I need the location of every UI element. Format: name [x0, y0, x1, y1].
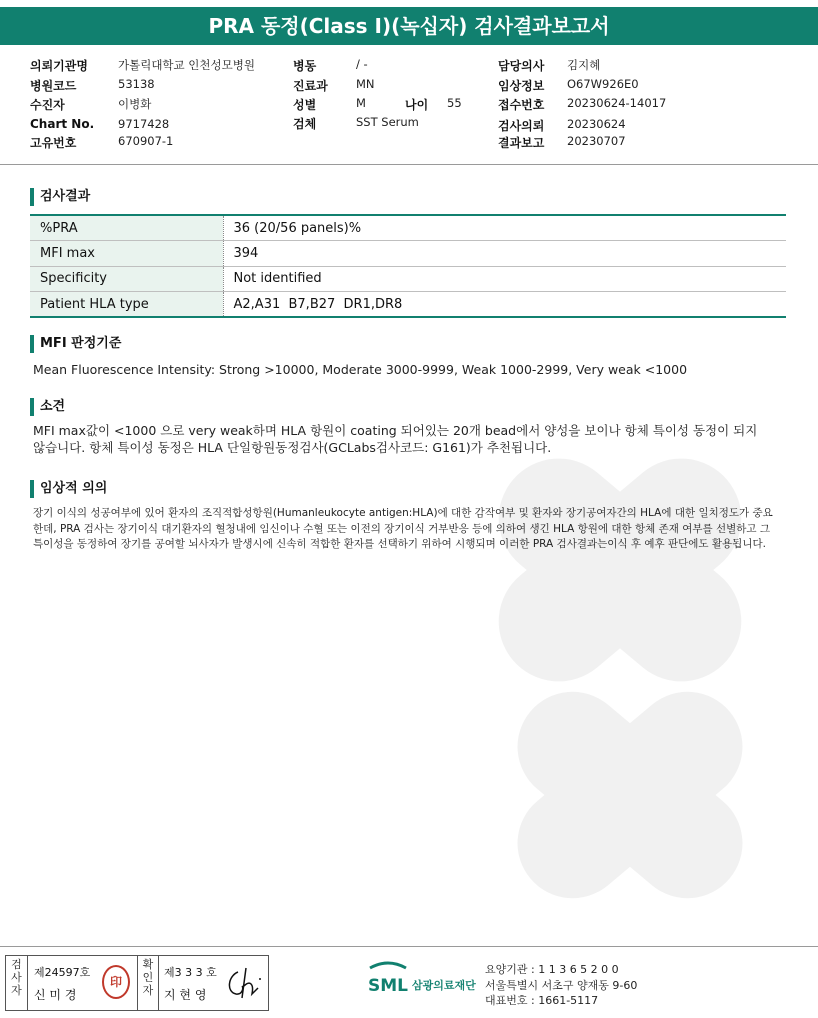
- sml-logo-icon: [366, 960, 410, 996]
- sml-logo-text: SML: [368, 976, 408, 996]
- confirmer-signature: [224, 964, 266, 1002]
- org-phone: 대표번호 : 1661-5117: [485, 994, 599, 1007]
- result-value: 36 (20/56 panels)%: [223, 215, 786, 241]
- confirmer-license-no: 제3 3 3 호: [164, 966, 217, 979]
- label-unique-id: 고유번호: [30, 136, 77, 150]
- table-row: [30, 292, 786, 318]
- result-value: Not identified: [223, 266, 786, 292]
- result-key: Specificity: [30, 266, 223, 292]
- inspector-name: 신 미 경: [34, 988, 77, 1002]
- section-heading-results: 검사결과: [30, 188, 90, 206]
- result-key: Patient HLA type: [30, 292, 223, 318]
- label-hospital-code: 병원코드: [30, 79, 77, 93]
- report-title: PRA 동정(Class I)(녹십자) 검사결과보고서: [0, 7, 818, 45]
- value-physician: 김지혜: [567, 58, 601, 72]
- label-patient: 수진자: [30, 98, 65, 112]
- stamp-seal-text: 印: [109, 975, 122, 989]
- result-key: MFI max: [30, 241, 223, 267]
- value-department: MN: [356, 77, 375, 91]
- patient-info: [0, 53, 818, 163]
- label-chart-no: Chart No.: [30, 117, 95, 131]
- value-receipt-no: 20230624-14017: [567, 96, 667, 110]
- value-unique-id: 670907-1: [118, 134, 174, 148]
- value-specimen: SST Serum: [356, 115, 419, 129]
- opinion-text: MFI max값이 <1000 으로 very weak하며 HLA 항원이 coating 되어있는 20개 bead에서 양성을 보이나 항체 특이성 동정이 되지 않습니다. 항체 특이성 동정은 HLA 단일항원동정검사(GCLabs검사코드: G161)가 추천됩니다.: [33, 423, 758, 455]
- label-department: 진료과: [293, 79, 328, 93]
- label-request-date: 검사의뢰: [498, 119, 545, 133]
- value-hospital-code: 53138: [118, 77, 155, 91]
- mfi-criteria-text: Mean Fluorescence Intensity: Strong >10000, Moderate 3000-9999, Weak 1000-2999, Very weak <1000: [33, 362, 688, 377]
- signature-box: [5, 955, 269, 1011]
- label-clinical-info: 임상정보: [498, 79, 545, 93]
- value-clinical-info: O67W926E0: [567, 77, 639, 91]
- inspector-stamp: [102, 965, 130, 999]
- result-value: 394: [223, 241, 786, 267]
- confirmer-vertical-label: 확인자: [137, 956, 159, 1010]
- value-ward: / -: [356, 57, 368, 71]
- organization-name: 삼광의료재단: [412, 979, 476, 992]
- inspector-vertical-label: 검사자: [6, 956, 28, 1010]
- label-requesting-institution: 의뢰기관명: [30, 59, 88, 73]
- value-sex: M: [356, 96, 366, 110]
- table-row: [30, 215, 786, 241]
- confirmer-name: 지 현 영: [164, 988, 207, 1002]
- value-age: 55: [447, 96, 462, 110]
- label-physician: 담당의사: [498, 59, 545, 73]
- section-heading-clinical: 임상적 의의: [30, 480, 107, 498]
- section-heading-mfi: MFI 판정기준: [30, 335, 121, 353]
- label-ward: 병동: [293, 59, 317, 73]
- results-table: [30, 214, 786, 318]
- label-report-date: 결과보고: [498, 136, 545, 150]
- clinical-text: 장기 이식의 성공여부에 있어 환자의 조직적합성항원(Humanleukocyte antigen:HLA)에 대한 감작여부 및 환자와 장기공여자간의 HLA에 대한 일치정도가 중요한데, PRA 검사는 장기이식 대기환자의 혈청내에 임신이나 수혈 또는 이전의 장기이식 거부반응 등에 의하여 생긴 HLA 항원에 대한 항체 존재 여부를 선별하고 그 특이성을 동정하여 장기를 공여할 뇌사자가 발생시에 신속히 적합한 환자를 선택하기 위하여 시행되며 이러한 PRA 검사결과는이식 후 예후 판단에도 활용됩니다.: [33, 507, 773, 550]
- value-requesting-institution: 가톨릭대학교 인천성모병원: [118, 58, 255, 72]
- label-sex: 성별: [293, 98, 317, 112]
- label-receipt-no: 접수번호: [498, 98, 545, 112]
- table-row: [30, 266, 786, 292]
- value-chart-no: 9717428: [118, 117, 170, 131]
- value-request-date: 20230624: [567, 117, 626, 131]
- inspector-license-no: 제24597호: [34, 966, 91, 979]
- table-row: [30, 241, 786, 267]
- label-age: 나이: [405, 98, 429, 112]
- value-report-date: 20230707: [567, 134, 626, 148]
- org-address: 서울특별시 서초구 양재동 9-60: [485, 979, 638, 992]
- result-value: A2,A31 B7,B27 DR1,DR8: [223, 292, 786, 318]
- info-divider: [0, 164, 818, 165]
- section-heading-opinion: 소견: [30, 398, 65, 416]
- org-institution-code: 요양기관 : 1 1 3 6 5 2 0 0: [485, 963, 619, 976]
- result-key: %PRA: [30, 215, 223, 241]
- label-specimen: 검체: [293, 117, 317, 131]
- footer-divider: [0, 946, 818, 947]
- value-patient: 이병화: [118, 97, 152, 111]
